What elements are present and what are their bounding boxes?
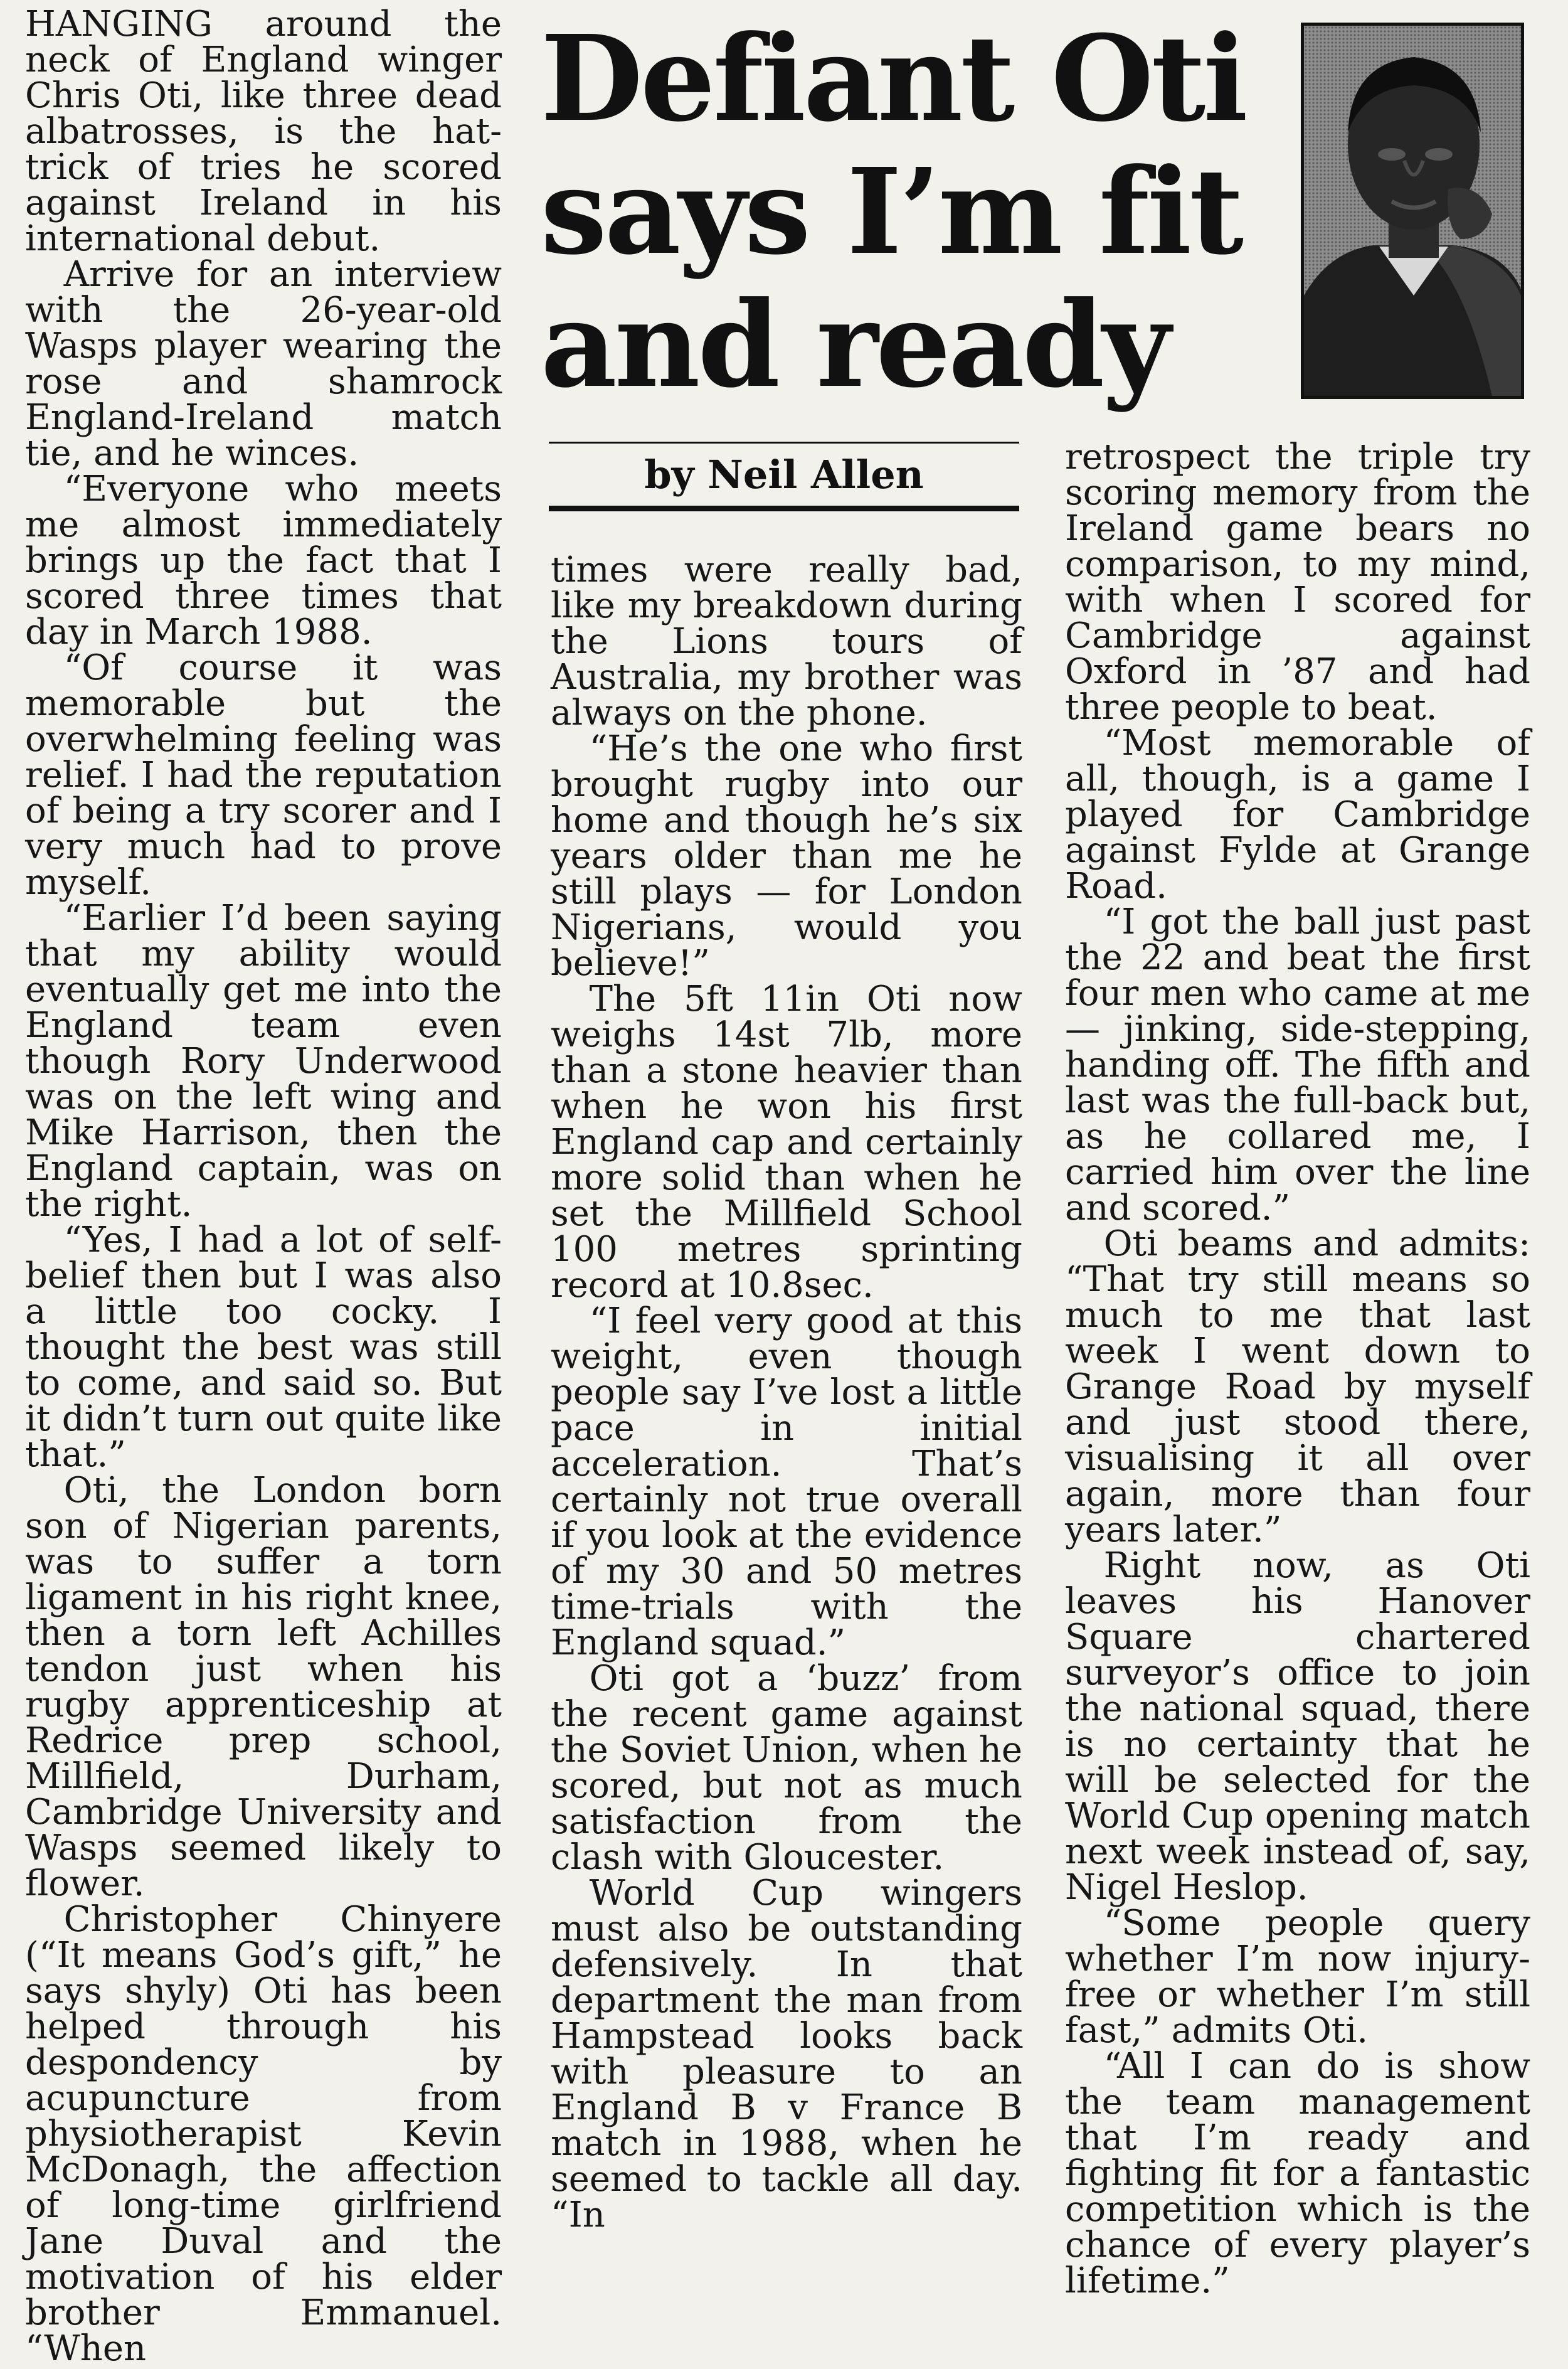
paragraph: times were really bad, like my breakdown during the Lions tours of Australia, my brother was always on the phone. bbox=[551, 550, 1022, 733]
paragraph: “I got the ball just past the 22 and beat the first four men who came at me — jinking, side-stepping, handing off. The fifth and last was the full-back but, as he collared me, I carried him over the line and scored.” bbox=[1065, 902, 1530, 1228]
paragraph: “Most memorable of all, though, is a game I played for Cambridge against Fylde at Grange Road. bbox=[1065, 723, 1530, 907]
paragraph: “Yes, I had a lot of self-belief then but I was also a little too cocky. I thought the best was still to come, and said so. But it didn’t turn out quite like that.” bbox=[25, 1220, 502, 1475]
paragraph: World Cup wingers must also be outstanding defensively. In that department the man from Hampstead looks back with pleasure to an England B v France B match in 1988, when he seemed to tackle all day. “In bbox=[551, 1873, 1022, 2235]
paragraph: “Of course it was memorable but the overwhelming feeling was relief. I had the reputation of being a try scorer and I very much had to prove myself. bbox=[25, 647, 502, 903]
portrait-photo-icon bbox=[1301, 23, 1524, 399]
paragraph: HANGING around the neck of England winger Chris Oti, like three dead albatrosses, is the hat-trick of tries he scored against Ireland in his international debut. bbox=[25, 4, 502, 259]
paragraph: “Some people query whether I’m now injury-free or whether I’m still fast,” admits Oti. bbox=[1065, 1903, 1530, 2051]
paragraph: Right now, as Oti leaves his Hanover Square chartered surveyor’s office to join the national squad, there is no certainty that he will be selected for the World Cup opening match next week instead of, say, Nigel Heslop. bbox=[1065, 1545, 1530, 1908]
paragraph: “Earlier I’d been saying that my ability would eventually get me into the England team even though Rory Underwood was on the left wing and Mike Harrison, then the England captain, was on the right. bbox=[25, 898, 502, 1225]
article-column-2 bbox=[551, 552, 1022, 2233]
paragraph: retrospect the triple try scoring memory from the Ireland game bears no comparison, to my mind, with when I scored for Cambridge against Oxford in ’87 and had three people to beat. bbox=[1065, 437, 1530, 728]
paragraph: “I feel very good at this weight, even though people say I’ve lost a little pace in initial acceleration. That’s certainly not true overall if you look at the evidence of my 30 and 50 metres time-trials with the England squad.” bbox=[551, 1301, 1022, 1663]
paragraph: “Everyone who meets me almost immediately brings up the fact that I scored three times that day in March 1988. bbox=[25, 469, 502, 652]
byline-top-rule bbox=[549, 442, 1019, 444]
byline: by Neil Allen bbox=[644, 452, 924, 498]
article-column-1 bbox=[25, 4, 502, 2369]
paragraph: Oti, the London born son of Nigerian parents, was to suffer a torn ligament in his right knee, then a torn left Achilles tendon just when his rugby apprenticeship at Redrice prep school, Millfield, Durham, Cambridge University and Wasps seemed likely to flower. bbox=[25, 1470, 502, 1904]
article-column-3 bbox=[1065, 439, 1530, 2299]
paragraph: Christopher Chinyere (“It means God’s gift,” he says shyly) Oti has been helped through his despondency by acupuncture from physiotherapist Kevin McDonagh, the affection of long-time girlfriend Jane Duval and the motivation of his elder brother Emmanuel. “When bbox=[25, 1899, 502, 2369]
byline-bottom-rule bbox=[549, 506, 1019, 511]
portrait-photo-graphic bbox=[1304, 26, 1521, 396]
paragraph: “All I can do is show the team management that I’m ready and fighting fit for a fantastic competition which is the chance of every player’s lifetime.” bbox=[1065, 2046, 1530, 2301]
headline: Defiant Oti says I’m fit and ready bbox=[541, 9, 1246, 414]
paragraph: “He’s the one who first brought rugby into our home and though he’s six years older than me he still plays — for London Nigerians, would you believe!” bbox=[551, 728, 1022, 984]
paragraph: Oti beams and admits: “That try still means so much to me that last week I went down to Grange Road by myself and just stood there, visualising it all over again, more than four years later.” bbox=[1065, 1223, 1530, 1550]
paragraph: Oti got a ‘buzz’ from the recent game against the Soviet Union, when he scored, but not as much satisfaction from the clash with Gloucester. bbox=[551, 1658, 1022, 1878]
paragraph: Arrive for an interview with the 26-year-old Wasps player wearing the rose and shamrock England-Ireland match tie, and he winces. bbox=[25, 254, 502, 474]
paragraph: The 5ft 11in Oti now weighs 14st 7lb, more than a stone heavier than when he won his first England cap and certainly more solid than when he set the Millfield School 100 metres sprinting record at 10.8sec. bbox=[551, 979, 1022, 1306]
